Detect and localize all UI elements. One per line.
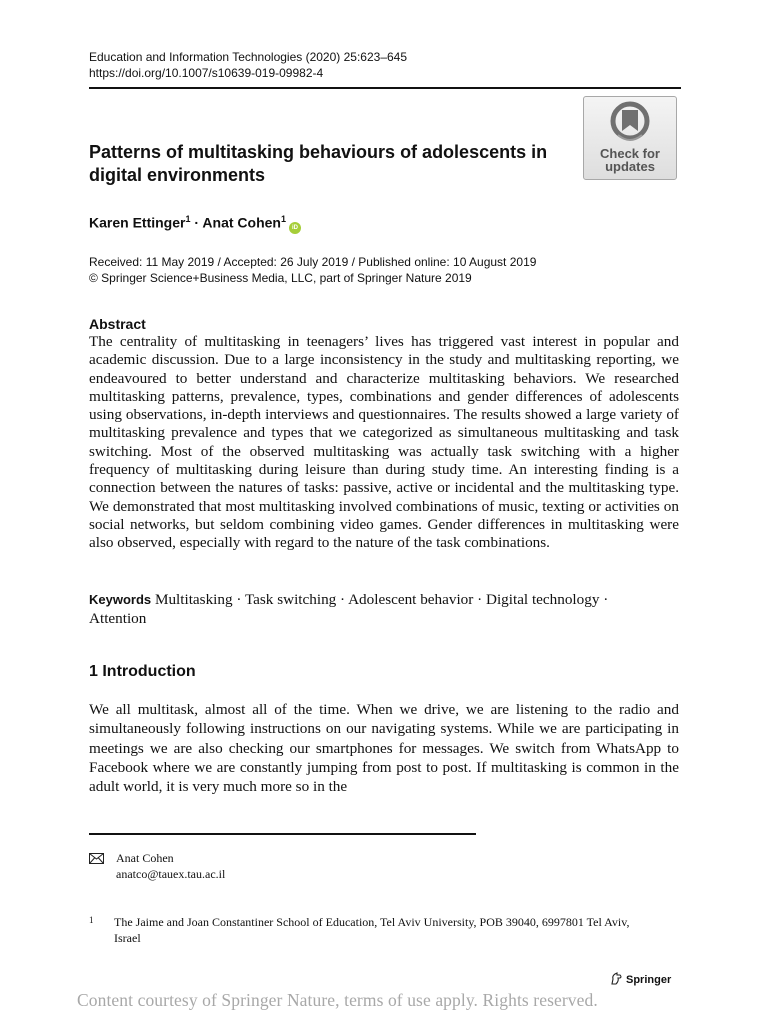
paper-title: Patterns of multitasking behaviours of adolescents in digital environments xyxy=(89,142,548,185)
springer-horse-icon xyxy=(610,972,623,985)
publisher-name: Springer xyxy=(626,974,672,986)
correspondence-name: Anat Cohen xyxy=(116,851,174,865)
journal-header xyxy=(89,49,684,81)
check-for-updates-label xyxy=(584,147,676,173)
orcid-icon[interactable]: iD xyxy=(289,222,301,234)
author-separator: · xyxy=(194,214,200,231)
author-name[interactable]: Karen Ettinger xyxy=(89,214,186,231)
check-for-updates-badge[interactable] xyxy=(583,96,677,180)
journal-citation: Education and Information Technologies (2020) 25:623–645 xyxy=(89,50,408,64)
check-for-updates-line-2: updates xyxy=(605,159,655,174)
courtesy-notice: Content courtesy of Springer Nature, terms of use apply. Rights reserved. xyxy=(77,990,598,1010)
correspondence-details xyxy=(116,850,225,882)
author-name[interactable]: Anat Cohen xyxy=(202,214,281,231)
affiliation-number: 1 xyxy=(89,915,94,925)
abstract-text: The centrality of multitasking in teenagers’ lives has triggered vast interest in popular and academic discussion. Due to a large inconsistency in the study and multitasking reporting, we endeavoured to better understand and characterize multitasking behaviors. We researched multitasking patterns, prevalence, types, combinations and gender differences of adolescents using observations, in-depth interviews and questionnaires. The results showed a large variety of multitasking prevalence and types that we categorized as simultaneous multitasking and task switching. Most of the observed multitasking was actually task switching with a higher frequency of multitasking during leisure than during study time. An interesting finding is a connection between the natures of tasks: passive, active or incidental and the multitasking type. We demonstrated that most multitasking involved combinations of music, texting or activities on social networks, but seldom combining video games. Gender differences in multitasking were also observed, especially with regard to the nature of the task combinations. xyxy=(89,333,679,552)
footnote-rule xyxy=(89,833,476,835)
abstract-heading: Abstract xyxy=(89,316,146,332)
correspondence-email[interactable]: anatco@tauex.tau.ac.il xyxy=(116,867,226,881)
doi-link[interactable]: https://doi.org/10.1007/s10639-019-09982-4 xyxy=(89,66,324,80)
keywords-list: Multitasking · Task switching · Adolescent behavior · Digital technology · Attention xyxy=(89,591,609,627)
affiliation-text: The Jaime and Joan Constantiner School of Education, Tel Aviv University, POB 39040, 6997801 Tel Aviv, Israel xyxy=(114,915,630,945)
introduction-text: We all multitask, almost all of the time. When we drive, we are listening to the radio and simultaneously following instructions on our navigating systems. While we are participating in meetings we are also checking our smartphones for messages. We switch from WhatsApp to Facebook where we are constantly jumping from post to post. If multitasking is common in the adult world, it is very much more so in the xyxy=(89,701,679,796)
history-dates: Received: 11 May 2019 / Accepted: 26 July 2019 / Published online: 10 August 2019 xyxy=(89,255,537,269)
introduction-heading: 1 Introduction xyxy=(89,663,196,680)
keywords-label: Keywords xyxy=(89,592,152,607)
header-rule xyxy=(89,87,681,89)
check-for-updates-line-1: Check for xyxy=(600,146,660,161)
affiliation-ref[interactable]: 1 xyxy=(185,214,191,224)
publication-dates xyxy=(89,254,536,286)
keywords xyxy=(89,591,664,628)
affiliation-ref[interactable]: 1 xyxy=(280,214,286,224)
envelope-icon xyxy=(89,853,104,864)
copyright-line: © Springer Science+Business Media, LLC, part of Springer Nature 2019 xyxy=(89,271,472,285)
springer-logo xyxy=(610,972,671,988)
check-for-updates-icon xyxy=(610,101,650,145)
author-list xyxy=(89,209,301,234)
